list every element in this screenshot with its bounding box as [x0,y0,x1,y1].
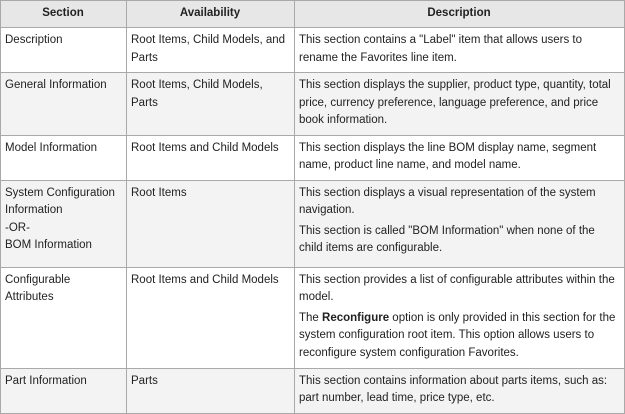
availability-cell: Root Items and Child Models [127,267,295,368]
section-cell [1,180,127,267]
section-cell: General Information [1,73,127,136]
section-cell: Part Information [1,368,127,413]
availability-cell: Root Items, Child Models, Parts [127,73,295,136]
table-header-row [1,1,625,28]
header-section: Section [1,1,127,28]
table-row [1,267,625,368]
description-cell [295,180,625,267]
header-availability: Availability [127,1,295,28]
description-cell: This section displays the supplier, product type, quantity, total price, currency preference, language preference, and price book information. [295,73,625,136]
availability-cell: Root Items [127,180,295,267]
table-row [1,368,625,413]
section-cell: Model Information [1,135,127,180]
description-paragraph: This section displays a visual representation of the system navigation. [299,186,596,216]
description-paragraph: This section provides a list of configurable attributes within the model. [299,273,615,303]
reconfigure-term: Reconfigure [322,311,390,324]
availability-cell: Parts [127,368,295,413]
section-cell: Description [1,28,127,73]
section-line: System Configuration Information [5,186,115,216]
description-cell: This section displays the line BOM display name, segment name, product line name, and model name. [295,135,625,180]
description-paragraph [299,310,619,363]
table-row [1,135,625,180]
description-cell [295,267,625,368]
header-description: Description [295,1,625,28]
section-cell: Configurable Attributes [1,267,127,368]
description-paragraph: This section is called "BOM Information" when none of the child items are configurable. [299,224,595,254]
table-row [1,180,625,267]
table-row [1,28,625,73]
description-cell: This section contains information about parts items, such as: part number, lead time, price type, etc. [295,368,625,413]
description-text: option is only provided in this section for the system configuration root item. This option allows users to reconfigure system configuration Favorites. [299,311,616,359]
description-text: The [299,311,323,324]
section-line: BOM Information [5,239,92,251]
availability-cell: Root Items and Child Models [127,135,295,180]
description-cell: This section contains a "Label" item that allows users to rename the Favorites line item. [295,28,625,73]
table-row [1,73,625,136]
section-line: -OR- [5,221,30,234]
availability-cell: Root Items, Child Models, and Parts [127,28,295,73]
